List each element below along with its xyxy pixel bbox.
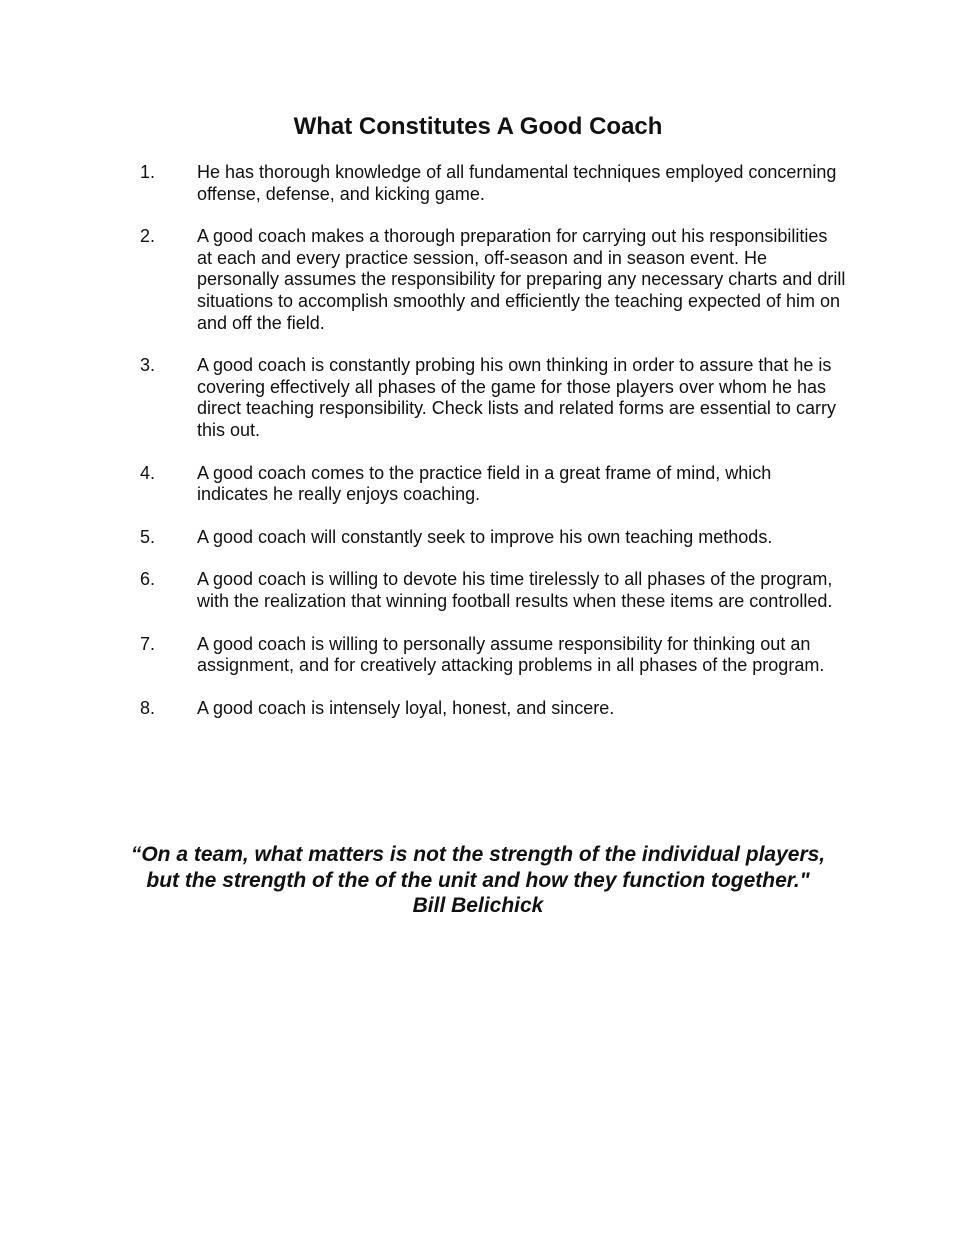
list-item xyxy=(0,527,956,549)
list-item-number: 5. xyxy=(140,526,156,547)
list-item xyxy=(0,226,956,334)
list-item-number: 8. xyxy=(140,697,156,718)
list-item-text: A good coach comes to the practice field in a great frame of mind, which indicates he really enjoys coaching. xyxy=(197,462,772,505)
list-item-text: A good coach is intensely loyal, honest, and sincere. xyxy=(197,697,615,718)
list-item-text: A good coach is constantly probing his own thinking in order to assure that he is covering effectively all phases of the game for those players over whom he has direct teaching responsibility. Check lists and related forms are essential to carry this out. xyxy=(197,355,836,440)
list-item-text: A good coach will constantly seek to improve his own teaching methods. xyxy=(197,526,773,547)
list-item-number: 7. xyxy=(140,633,156,654)
list-item-text: A good coach makes a thorough preparation for carrying out his responsibilities at each and every practice session, off-season and in season event. He personally assumes the responsibility for preparing any necessary charts and drill situations to accomplish smoothly and efficiently the teaching expected of him on and off the field. xyxy=(197,226,846,333)
list-item xyxy=(0,698,956,720)
list-item-number: 6. xyxy=(140,569,156,590)
list-item-text: He has thorough knowledge of all fundamental techniques employed concerning offense, defense, and kicking game. xyxy=(197,162,837,204)
list-item-number: 4. xyxy=(140,462,156,483)
list-item-number: 3. xyxy=(140,355,156,376)
list-item-number: 1. xyxy=(140,162,156,182)
list-item-number: 2. xyxy=(140,226,156,247)
coach-qualities-list xyxy=(0,162,956,740)
list-item xyxy=(0,162,956,205)
quote-author: Bill Belichick xyxy=(412,894,544,917)
list-item xyxy=(0,634,956,677)
page-title: What Constitutes A Good Coach xyxy=(293,113,663,140)
quote-line-1: “On a team, what matters is not the strength of the individual players, xyxy=(130,843,826,866)
closing-quote xyxy=(0,842,956,919)
quote-line-2: but the strength of the of the unit and how they function together." xyxy=(146,868,810,892)
list-item xyxy=(0,355,956,441)
list-item-text: A good coach is willing to personally assume responsibility for thinking out an assignment, and for creatively attacking problems in all phases of the program. xyxy=(197,633,825,676)
list-item xyxy=(0,463,956,506)
list-item xyxy=(0,569,956,612)
list-item-text: A good coach is willing to devote his time tirelessly to all phases of the program, with the realization that winning football results when these items are controlled. xyxy=(197,569,833,611)
